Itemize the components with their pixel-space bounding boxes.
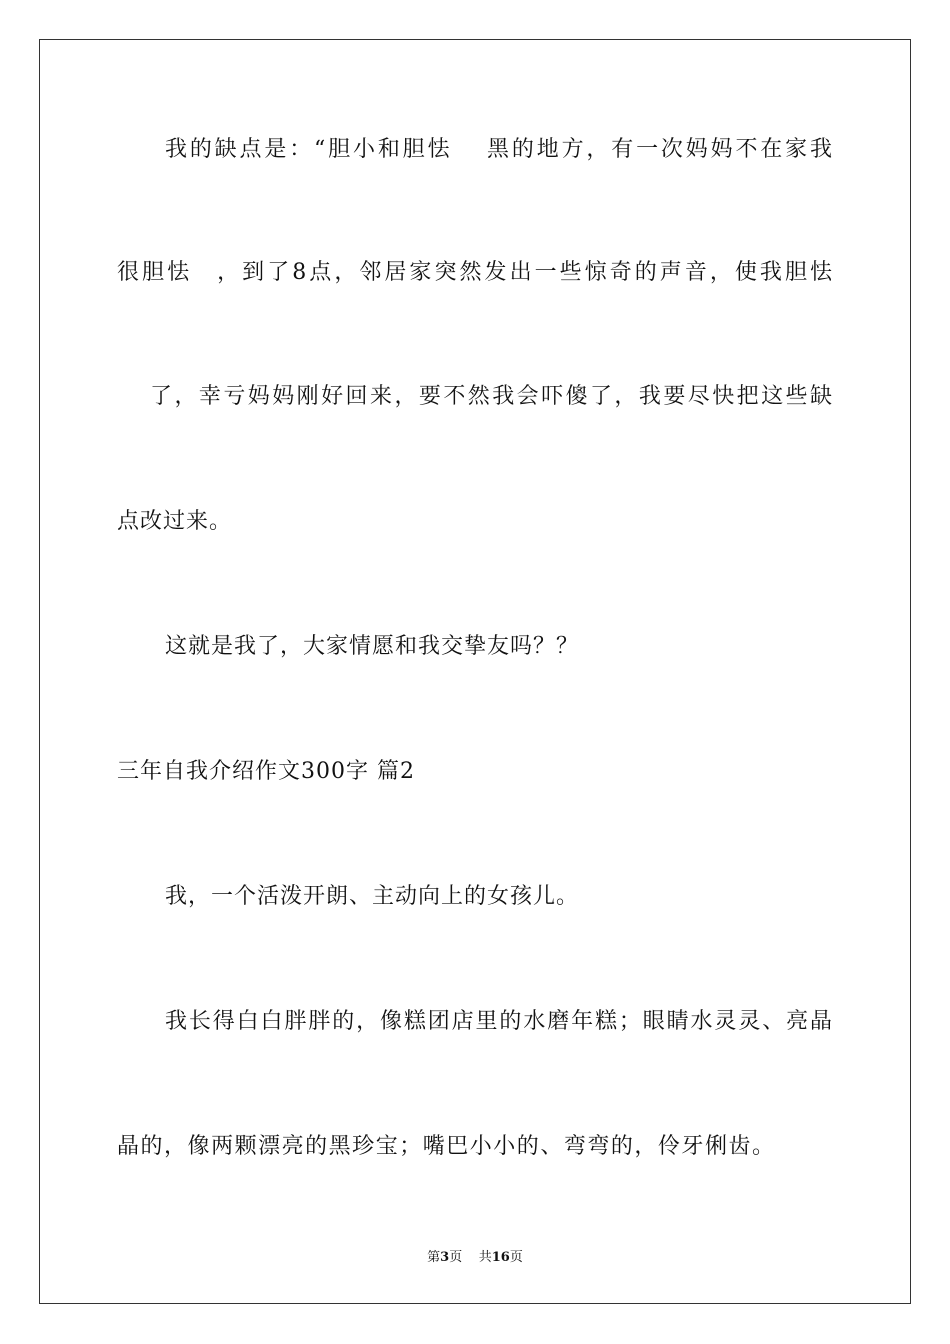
paragraph-line-6: 我，一个活泼开朗、主动向上的女孩儿。 [165, 884, 580, 909]
page-suffix: 页 [449, 1250, 463, 1265]
page-border [39, 39, 911, 1304]
paragraph-line-5: 这就是我了，大家情愿和我交挚友吗？？ [165, 634, 580, 659]
paragraph-line-3: 了，幸亏妈妈刚好回来，要不然我会吓傻了，我要尽快把这些缺 [150, 384, 833, 409]
paragraph-line-8: 晶的，像两颗漂亮的黑珍宝；嘴巴小小的、弯弯的，伶牙俐齿。 [117, 1134, 775, 1159]
page-footer [0, 1246, 950, 1265]
paragraph-line-1: 我的缺点是：“胆小和胆怯 黑的地方，有一次妈妈不在家我 [165, 137, 833, 162]
page-number: 3 [440, 1250, 450, 1265]
paragraph-line-2: 很胆怯 ，到了8点，邻居家突然发出一些惊奇的声音，使我胆怯 [117, 260, 833, 285]
paragraph-line-7: 我长得白白胖胖的，像糕团店里的水磨年糕；眼睛水灵灵、亮晶 [165, 1009, 833, 1034]
page-prefix: 第 [427, 1250, 441, 1265]
total-pages: 16 [491, 1250, 510, 1265]
section-heading: 三年自我介绍作文300字 篇2 [117, 759, 415, 784]
total-suffix: 页 [509, 1250, 523, 1265]
paragraph-line-4: 点改过来。 [117, 509, 233, 534]
total-prefix: 共 [478, 1250, 492, 1265]
